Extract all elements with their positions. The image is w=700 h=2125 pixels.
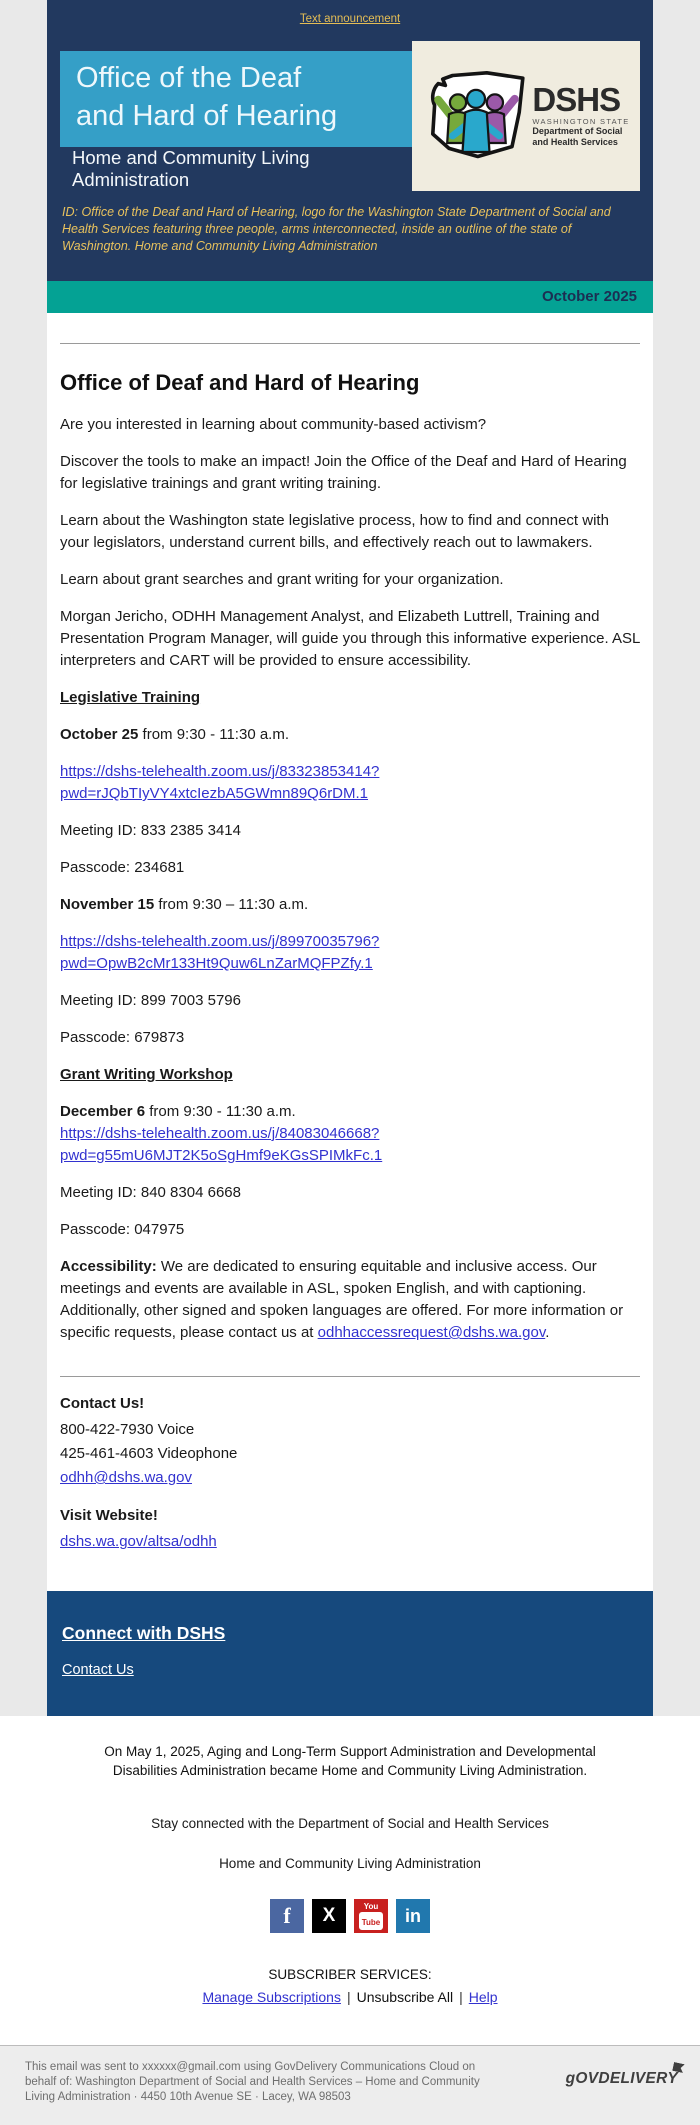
odhh-website-link[interactable]: dshs.wa.gov/altsa/odhh xyxy=(60,1533,217,1550)
zoom-link-december xyxy=(60,1123,640,1167)
zoom-link-october-line1[interactable]: https://dshs-telehealth.zoom.us/j/83323853414? xyxy=(60,763,380,780)
paragraph-discover: Discover the tools to make an impact! Join the Office of the Deaf and Hard of Hearing for legislative trainings and grant writing training. xyxy=(60,453,627,492)
grant-workshop-heading: Grant Writing Workshop xyxy=(60,1066,233,1083)
zoom-link-october xyxy=(60,761,640,805)
manage-subscriptions-link[interactable]: Manage Subscriptions xyxy=(202,1989,341,2005)
accessibility-paragraph: Accessibility: We are dedicated to ensuring equitable and inclusive access. Our meetings and events are available in ASL, spoken English, and with captioning. Additionally, other signed and spoken languages are offered. For more information or specific requests, please contact us at odhhaccessrequest@dshs.wa.gov. xyxy=(60,1258,624,1341)
dshs-logo-box xyxy=(412,41,640,191)
footer-contact-us-link[interactable]: Contact Us xyxy=(62,1662,134,1678)
masthead-left xyxy=(60,41,412,191)
hcla-rename-notice: On May 1, 2025, Aging and Long-Term Support Administration and Developmental Disabilities Administration became Home and Community Living Administration. xyxy=(104,1744,596,1778)
image-description-text: ID: Office of the Deaf and Hard of Hearing, logo for the Washington State Department of Social and Health Services featuring three people, arms interconnected, inside an outline of the state of Washington. Home and Community Living Administration xyxy=(62,205,611,253)
session-date-october: October 25 from 9:30 - 11:30 a.m. xyxy=(60,726,289,743)
office-title-line2: and Hard of Hearing xyxy=(76,100,338,132)
zoom-link-december-line1[interactable]: https://dshs-telehealth.zoom.us/j/84083046668? xyxy=(60,1125,380,1142)
connect-with-dshs-link[interactable]: Connect with DSHS xyxy=(62,1623,226,1643)
dshs-tagline-state: WASHINGTON STATE xyxy=(532,116,630,126)
paragraph-learn-grants: Learn about grant searches and grant writing for your organization. xyxy=(60,571,504,588)
website-heading: Visit Website! xyxy=(60,1507,158,1524)
dshs-tagline-dept2: and Health Services xyxy=(532,136,618,147)
contact-videophone: 425-461-4603 Videophone xyxy=(60,1445,238,1462)
govdelivery-wordmark: gOVDELIVERY xyxy=(565,2070,678,2087)
connect-footer xyxy=(47,1591,653,1716)
passcode-december: Passcode: 047975 xyxy=(60,1221,185,1238)
social-icons-row xyxy=(0,1899,700,1933)
office-title-box xyxy=(60,51,412,147)
zoom-link-november xyxy=(60,931,640,975)
youtube-icon[interactable]: You Tube xyxy=(354,1899,388,1933)
accessibility-email-link[interactable]: odhhaccessrequest@dshs.wa.gov xyxy=(317,1324,546,1341)
facebook-icon[interactable]: f xyxy=(270,1899,304,1933)
passcode-november: Passcode: 679873 xyxy=(60,1029,185,1046)
zoom-link-october-line2[interactable]: pwd=rJQbTIyVY4xtcIezbA5GWmn89Q6rDM.1 xyxy=(60,785,369,802)
main-content xyxy=(47,313,653,1591)
accessibility-label: Accessibility: xyxy=(60,1258,157,1275)
zoom-link-november-line1[interactable]: https://dshs-telehealth.zoom.us/j/89970035796? xyxy=(60,933,380,950)
email-body xyxy=(47,0,653,1716)
govdelivery-logo xyxy=(566,2070,678,2088)
email-header xyxy=(47,0,653,281)
administration-name: Home and Community Living Administration xyxy=(72,147,310,190)
govdelivery-footer xyxy=(0,1716,700,2125)
paragraph-presenters: Morgan Jericho, ODHH Management Analyst, and Elizabeth Luttrell, Training and Presentation Program Manager, will guide you through this informative experience. ASL interpreters and CART will be provided to ensure accessibility. xyxy=(60,608,640,669)
dshs-wordmark: DSHS xyxy=(532,80,621,118)
linkedin-icon[interactable]: in xyxy=(396,1899,430,1933)
article-title: Office of Deaf and Hard of Hearing xyxy=(60,370,420,395)
announcement-row xyxy=(47,0,653,31)
paragraph-learn-legislative: Learn about the Washington state legislative process, how to find and connect with your legislators, understand current bills, and effectively reach out to lawmakers. xyxy=(60,512,609,551)
administration-strip xyxy=(60,147,412,191)
paragraph-activism: Are you interested in learning about community-based activism? xyxy=(60,416,487,433)
help-link[interactable]: Help xyxy=(468,1989,498,2005)
meeting-id-november: Meeting ID: 899 7003 5796 xyxy=(60,992,241,1009)
office-title-line1: Office of the Deaf xyxy=(76,62,302,94)
website-line xyxy=(60,1531,640,1553)
session-date-november: November 15 from 9:30 – 11:30 a.m. xyxy=(60,896,309,913)
dshs-logo-text xyxy=(532,80,630,148)
divider-contact xyxy=(60,1376,640,1377)
meeting-id-october: Meeting ID: 833 2385 3414 xyxy=(60,822,241,839)
contact-voice: 800-422-7930 Voice xyxy=(60,1421,195,1438)
session-date-december: December 6 from 9:30 - 11:30 a.m. xyxy=(60,1103,296,1120)
odhh-email-link[interactable]: odhh@dshs.wa.gov xyxy=(60,1469,192,1486)
contact-block xyxy=(60,1393,640,1553)
legal-text: This email was sent to xxxxxx@gmail.com using GovDelivery Communications Cloud on behalf of: Washington Department of Social and Health Services – Home and Community Living Administration · 4450 10th Avenue SE · Lacey, WA 98503 xyxy=(25,2061,480,2103)
contact-email xyxy=(60,1467,640,1489)
zoom-link-december-line2[interactable]: pwd=g55mU6MJT2K5oSgHmf9eKGsSPIMkFc.1 xyxy=(60,1147,383,1164)
subscriber-links-row: Manage Subscriptions | Unsubscribe All | Help xyxy=(202,1989,498,2005)
contact-heading: Contact Us! xyxy=(60,1395,145,1412)
unsubscribe-all-link[interactable]: Unsubscribe All xyxy=(356,1989,454,2005)
meeting-id-december: Meeting ID: 840 8304 6668 xyxy=(60,1184,241,1201)
legislative-training-heading: Legislative Training xyxy=(60,689,201,706)
masthead-banner xyxy=(60,41,640,191)
divider-top xyxy=(60,343,640,344)
washington-state-people-icon xyxy=(422,68,530,164)
legal-bar xyxy=(0,2045,700,2125)
date-bar xyxy=(47,281,653,313)
x-twitter-icon[interactable]: X xyxy=(312,1899,346,1933)
subscriber-services-heading: SUBSCRIBER SERVICES: xyxy=(268,1967,432,1982)
text-announcement-link[interactable]: Text announcement xyxy=(299,13,401,25)
issue-date: October 2025 xyxy=(541,288,637,305)
zoom-link-november-line2[interactable]: pwd=OpwB2cMr133Ht9Quw6LnZarMQFPZfy.1 xyxy=(60,955,373,972)
administration-text: Home and Community Living Administration xyxy=(219,1856,481,1871)
dshs-logo xyxy=(422,68,629,164)
stay-connected-text: Stay connected with the Department of Social and Health Services xyxy=(151,1816,549,1831)
dshs-tagline-dept1: Department of Social xyxy=(532,125,623,136)
passcode-october: Passcode: 234681 xyxy=(60,859,185,876)
